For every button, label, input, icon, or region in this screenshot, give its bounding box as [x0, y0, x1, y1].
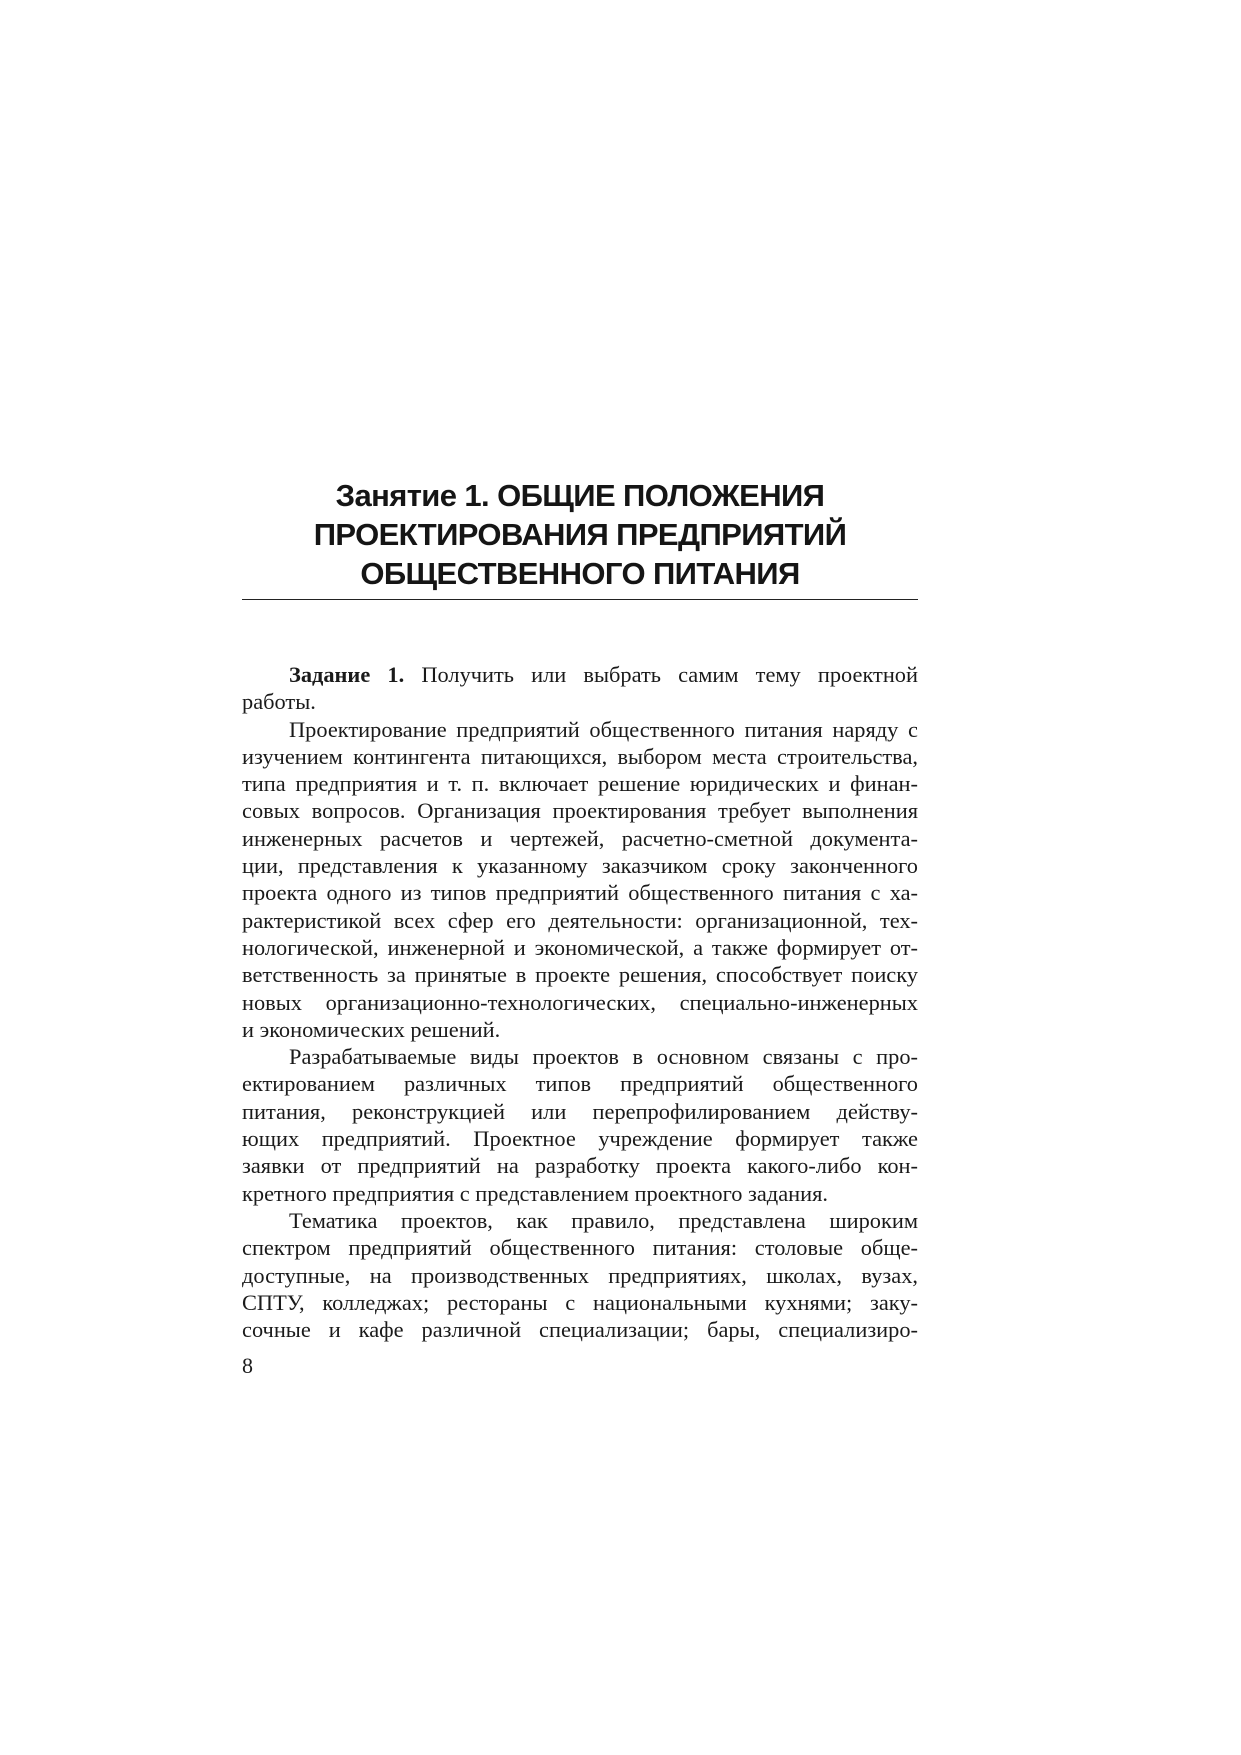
task-label: Задание 1. — [289, 662, 405, 687]
text-line: ющих предприятий. Проектное учреждение формирует также — [242, 1126, 918, 1152]
text-line: совых вопросов. Организация проектирования требует выполнения — [242, 798, 918, 824]
text-line: ции, представления к указанному заказчиком сроку законченного — [242, 853, 918, 879]
page-number: 8 — [242, 1353, 253, 1378]
text-line: СПТУ, колледжах; рестораны с национальными кухнями; заку- — [242, 1289, 918, 1315]
text-line: рактеристикой всех сфер его деятельности: организационной, тех- — [242, 907, 918, 933]
text-line — [242, 661, 918, 688]
text-line: сочные и кафе различной специализации; бары, специализиро- — [242, 1317, 918, 1343]
paragraph-3 — [242, 1207, 918, 1343]
task-text: Получить или выбрать самим тему проектной — [421, 662, 918, 687]
text-line: ветственность за принятые в проекте решения, способствует поиску — [242, 962, 918, 988]
text-line: и экономических решений. — [242, 1016, 501, 1042]
heading-line-3: ОБЩЕСТВЕННОГО ПИТАНИЯ — [360, 556, 800, 591]
text-line: проекта одного из типов предприятий общественного питания с ха- — [242, 880, 918, 906]
heading-divider — [242, 599, 918, 600]
text-line: спектром предприятий общественного питания: столовые обще- — [242, 1235, 918, 1261]
text-line: изучением контингента питающихся, выбором места строительства, — [242, 743, 918, 769]
text-line: доступные, на производственных предприятиях, школах, вузах, — [242, 1262, 918, 1288]
text-line: новых организационно-технологических, специально-инженерных — [242, 989, 918, 1015]
chapter-heading — [242, 476, 918, 593]
heading-line-2: ПРОЕКТИРОВАНИЯ ПРЕДПРИЯТИЙ — [313, 517, 847, 552]
text-line: Разрабатываемые виды проектов в основном связаны с про- — [289, 1044, 918, 1070]
text-line: кретного предприятия с представлением проектного задания. — [242, 1180, 828, 1206]
text-line: заявки от предприятий на разработку проекта какого-либо кон- — [242, 1153, 918, 1179]
text-line: работы. — [242, 689, 316, 715]
text-line: Проектирование предприятий общественного питания наряду с — [289, 716, 918, 742]
text-line: питания, реконструкцией или перепрофилированием действу- — [242, 1098, 918, 1124]
text-line: нологической, инженерной и экономической, а также формирует от- — [242, 934, 918, 960]
task-paragraph — [242, 661, 918, 716]
paragraph-2 — [242, 1043, 918, 1207]
text-line: типа предприятия и т. п. включает решение юридических и финан- — [242, 771, 918, 797]
paragraph-1 — [242, 716, 918, 1044]
body-text — [242, 661, 918, 1343]
heading-line-1: Занятие 1. ОБЩИЕ ПОЛОЖЕНИЯ — [335, 478, 825, 513]
text-line: Тематика проектов, как правило, представлена широким — [289, 1207, 918, 1233]
text-line: ектированием различных типов предприятий общественного — [242, 1071, 918, 1097]
text-line: инженерных расчетов и чертежей, расчетно-сметной документа- — [242, 825, 918, 851]
